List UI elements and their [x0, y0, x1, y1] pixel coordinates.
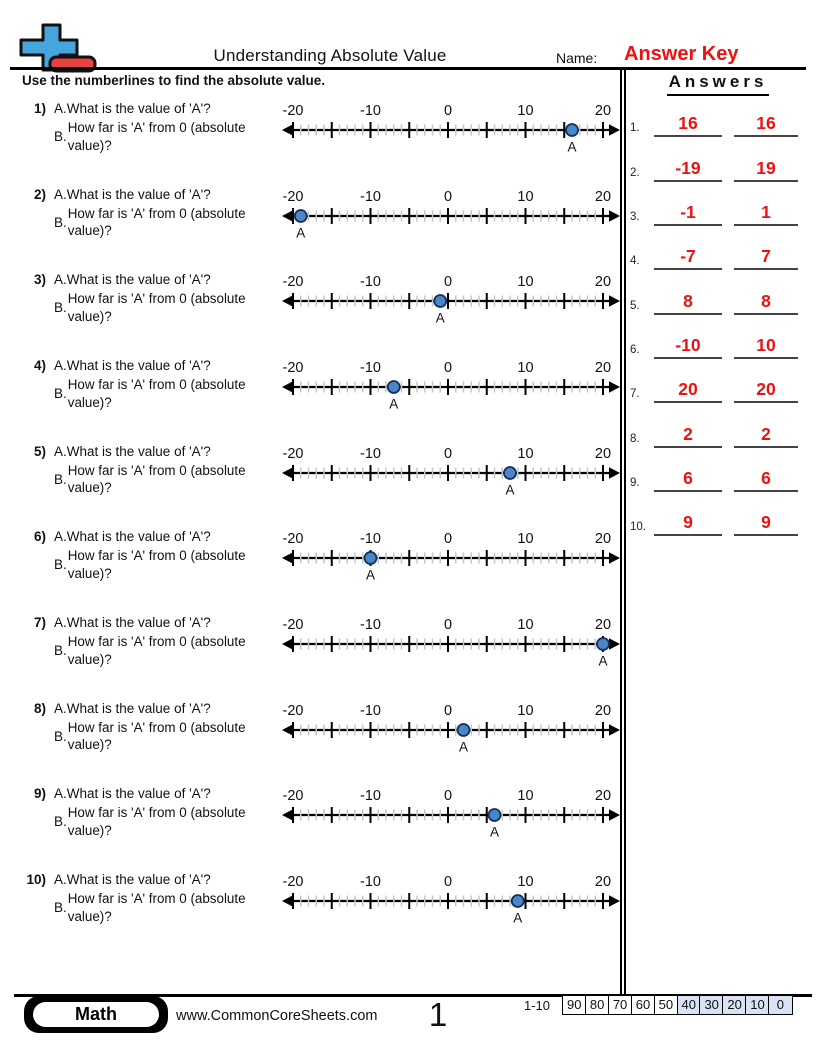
axis-tick-label: 0 [443, 702, 453, 719]
numberline-svg [281, 786, 621, 838]
question-part-b [54, 205, 276, 240]
answer-number: 6. [630, 344, 640, 357]
axis-tick-label: 0 [443, 188, 453, 205]
question-row [0, 96, 620, 182]
answer-number: 2. [630, 166, 640, 179]
part-b-label: B. [54, 386, 67, 402]
axis-tick-label: 0 [443, 788, 453, 805]
instructions-text: Use the numberlines to find the absolute value. [22, 73, 326, 88]
axis-tick-label: 10 [517, 360, 534, 377]
part-b-text: How far is 'A' from 0 (absolute value)? [67, 891, 246, 924]
numberline-svg [281, 529, 621, 581]
part-a-label: A. [54, 700, 67, 716]
question-number: 4) [33, 358, 46, 374]
part-a-label: A. [54, 186, 67, 202]
answer-row [630, 498, 808, 542]
answers-heading: Answers [628, 72, 808, 96]
numberline-svg [281, 444, 621, 496]
axis-tick-label: -20 [282, 788, 304, 805]
question-number: 10) [26, 872, 46, 888]
point-a-marker [458, 724, 470, 736]
point-a-label: A [567, 139, 577, 153]
answer-absolute-value-blank: 19 [734, 158, 798, 182]
part-b-label: B. [54, 214, 67, 230]
math-badge [24, 996, 168, 1033]
point-a-marker [512, 895, 524, 907]
right-arrow-icon [609, 467, 620, 479]
answer-absolute-value-blank: 1 [734, 202, 798, 226]
grade-cell: 0 [768, 995, 793, 1015]
axis-tick-label: -20 [282, 445, 304, 462]
answer-number: 5. [630, 299, 640, 312]
part-b-text: How far is 'A' from 0 (absolute value)? [67, 377, 246, 410]
question-number: 3) [33, 272, 46, 288]
axis-tick-label: -10 [360, 617, 381, 634]
left-arrow-icon [282, 381, 293, 393]
axis-tick-label: 10 [517, 702, 534, 719]
question-row [0, 867, 620, 953]
part-b-label: B. [54, 728, 67, 744]
part-b-text: How far is 'A' from 0 (absolute value)? [67, 462, 246, 496]
grade-cell: 40 [677, 995, 702, 1015]
point-a-marker [365, 552, 377, 564]
number-line [281, 358, 621, 410]
axis-tick-label: -20 [282, 617, 304, 634]
answer-absolute-value-blank: 8 [734, 291, 798, 315]
part-a-label: A. [54, 272, 67, 288]
axis-tick-label: 10 [517, 274, 534, 291]
question-number: 1) [33, 101, 46, 116]
answer-row [630, 143, 808, 187]
axis-tick-label: -10 [360, 445, 381, 462]
grade-cell: 90 [562, 995, 587, 1015]
numberline-svg [281, 187, 621, 239]
axis-tick-label: 0 [443, 274, 453, 291]
answer-absolute-value-blank: 20 [734, 379, 798, 403]
answer-row [630, 409, 808, 453]
part-a-label: A. [54, 358, 67, 374]
axis-tick-label: -10 [360, 274, 381, 291]
question-part-a [54, 615, 211, 630]
right-arrow-icon [609, 638, 620, 650]
question-part-b [54, 633, 276, 668]
point-a-label: A [598, 653, 608, 668]
left-arrow-icon [282, 895, 293, 907]
left-arrow-icon [282, 638, 293, 650]
question-number: 9) [33, 786, 46, 802]
right-arrow-icon [609, 724, 620, 736]
number-line [281, 701, 621, 753]
axis-tick-label: 10 [517, 617, 534, 634]
axis-tick-label: -20 [282, 874, 304, 891]
answer-row [630, 454, 808, 498]
part-b-label: B. [54, 471, 67, 487]
question-number: 2) [33, 186, 46, 202]
part-a-text: What is the value of 'A'? [66, 358, 211, 374]
point-a-marker [566, 124, 578, 136]
part-b-text: How far is 'A' from 0 (absolute value)? [67, 120, 246, 153]
answer-value-blank: -1 [654, 202, 722, 226]
question-part-b [54, 719, 276, 754]
axis-tick-label: 20 [594, 274, 612, 291]
axis-tick-label: 10 [517, 874, 534, 891]
point-a-label: A [296, 225, 306, 239]
answer-row [630, 232, 808, 276]
axis-tick-label: 20 [594, 103, 612, 119]
question-part-b [54, 119, 276, 154]
questions-list [0, 96, 620, 953]
axis-tick-label: 0 [443, 617, 453, 634]
point-a-marker [489, 809, 501, 821]
axis-tick-label: -20 [282, 531, 304, 548]
grade-cell: 50 [654, 995, 679, 1015]
axis-tick-label: -10 [360, 531, 381, 548]
part-b-text: How far is 'A' from 0 (absolute value)? [67, 205, 246, 239]
point-a-marker [434, 295, 446, 307]
point-a-label: A [435, 310, 445, 325]
axis-tick-label: 0 [443, 360, 453, 377]
left-arrow-icon [282, 553, 293, 565]
axis-tick-label: -10 [360, 702, 381, 719]
answer-key-text: Answer Key [624, 43, 739, 65]
left-arrow-icon [282, 296, 293, 308]
grade-cell: 80 [585, 995, 610, 1015]
question-part-a [54, 101, 211, 116]
numberline-svg [281, 358, 621, 410]
axis-tick-label: 0 [443, 531, 453, 548]
grade-cell: 70 [608, 995, 633, 1015]
part-a-label: A. [54, 872, 67, 888]
number-line [281, 272, 621, 324]
question-part-a [54, 444, 211, 459]
name-label: Name: [556, 50, 598, 66]
point-a-marker [388, 381, 400, 393]
page-title: Understanding Absolute Value [213, 46, 447, 65]
question-part-b [54, 890, 276, 925]
question-part-a [54, 272, 211, 287]
part-a-text: What is the value of 'A'? [66, 443, 211, 459]
question-number: 8) [33, 700, 46, 716]
answer-absolute-value-blank: 2 [734, 424, 798, 448]
part-a-text: What is the value of 'A'? [66, 786, 211, 802]
axis-tick-label: 20 [594, 788, 612, 805]
part-b-text: How far is 'A' from 0 (absolute value)? [67, 291, 246, 324]
part-a-label: A. [54, 786, 67, 802]
number-line [281, 529, 621, 581]
axis-tick-label: 20 [594, 617, 612, 634]
number-line [281, 101, 621, 153]
part-a-text: What is the value of 'A'? [66, 615, 211, 631]
part-b-label: B. [54, 643, 67, 659]
point-a-label: A [365, 567, 376, 582]
part-a-text: What is the value of 'A'? [66, 101, 211, 116]
part-b-text: How far is 'A' from 0 (absolute value)? [67, 719, 246, 753]
answer-absolute-value-blank: 16 [734, 113, 798, 137]
left-arrow-icon [282, 810, 293, 822]
axis-tick-label: 10 [517, 188, 534, 205]
part-a-text: What is the value of 'A'? [66, 272, 211, 288]
answer-value-blank: 20 [654, 379, 722, 403]
question-number: 5) [33, 443, 46, 459]
question-row [0, 781, 620, 867]
answer-absolute-value-blank: 9 [734, 512, 798, 536]
question-row [0, 696, 620, 782]
answer-row [630, 321, 808, 365]
axis-tick-label: -10 [360, 874, 381, 891]
part-a-text: What is the value of 'A'? [66, 186, 211, 202]
axis-tick-label: -20 [282, 360, 304, 377]
numberline-svg [281, 872, 621, 924]
part-a-text: What is the value of 'A'? [66, 529, 211, 545]
question-part-b [54, 547, 276, 582]
number-line [281, 444, 621, 496]
axis-tick-label: 20 [594, 702, 612, 719]
answer-value-blank: -10 [654, 335, 722, 359]
axis-tick-label: 0 [443, 445, 453, 462]
right-arrow-icon [609, 296, 620, 308]
right-arrow-icon [609, 810, 620, 822]
number-line [281, 786, 621, 838]
axis-tick-label: 20 [594, 188, 612, 205]
part-b-label: B. [54, 300, 67, 316]
point-a-label: A [389, 396, 399, 411]
left-arrow-icon [282, 724, 293, 736]
answer-number: 3. [630, 211, 640, 224]
part-a-text: What is the value of 'A'? [66, 872, 211, 888]
part-b-text: How far is 'A' from 0 (absolute value)? [67, 548, 246, 581]
axis-tick-label: -10 [360, 188, 381, 205]
question-number: 6) [33, 529, 46, 545]
axis-tick-label: -10 [360, 788, 381, 805]
axis-tick-label: 20 [594, 531, 612, 548]
part-a-label: A. [54, 101, 67, 116]
axis-tick-label: -20 [282, 103, 304, 119]
axis-tick-label: 10 [517, 103, 534, 119]
answer-value-blank: 2 [654, 424, 722, 448]
question-row [0, 353, 620, 439]
right-arrow-icon [609, 895, 620, 907]
number-line [281, 187, 621, 239]
question-part-a [54, 872, 211, 887]
right-arrow-icon [609, 553, 620, 565]
point-a-marker [597, 638, 609, 650]
answer-absolute-value-blank: 10 [734, 335, 798, 359]
question-number: 7) [33, 615, 46, 631]
answer-value-blank: 16 [654, 113, 722, 137]
point-a-label: A [458, 739, 469, 753]
question-row [0, 610, 620, 696]
part-a-label: A. [54, 615, 67, 631]
right-arrow-icon [609, 381, 620, 393]
answer-row [630, 276, 808, 320]
question-part-b [54, 290, 276, 325]
answers-list [630, 99, 808, 542]
part-b-text: How far is 'A' from 0 (absolute value)? [67, 805, 246, 838]
website-url: www.CommonCoreSheets.com [176, 1008, 378, 1024]
answer-number: 1. [630, 122, 640, 135]
point-a-label: A [489, 824, 500, 839]
answer-number: 9. [630, 477, 640, 490]
page-number: 1 [428, 996, 448, 1033]
grade-cell: 10 [745, 995, 770, 1015]
point-a-label: A [505, 482, 515, 496]
part-b-text: How far is 'A' from 0 (absolute value)? [67, 634, 246, 667]
point-a-marker [504, 467, 516, 479]
math-badge-label: Math [33, 1002, 159, 1027]
axis-tick-label: 20 [594, 445, 612, 462]
answer-number: 4. [630, 255, 640, 268]
grade-strip [562, 995, 793, 1015]
axis-tick-label: 10 [517, 788, 534, 805]
answer-number: 8. [630, 432, 640, 445]
part-b-label: B. [54, 129, 67, 144]
answer-value-blank: -7 [654, 246, 722, 270]
grade-cell: 20 [722, 995, 747, 1015]
numberline-svg [281, 272, 621, 324]
question-part-a [54, 529, 211, 544]
question-part-a [54, 187, 211, 202]
part-b-label: B. [54, 814, 67, 830]
axis-tick-label: -20 [282, 188, 304, 205]
answer-row [630, 188, 808, 232]
question-part-a [54, 786, 211, 801]
number-line [281, 872, 621, 924]
question-row [0, 267, 620, 353]
answer-value-blank: 8 [654, 291, 722, 315]
part-b-label: B. [54, 557, 67, 573]
right-arrow-icon [609, 124, 620, 136]
question-part-b [54, 462, 276, 497]
axis-tick-label: 0 [443, 874, 453, 891]
numberline-svg [281, 101, 621, 153]
axis-tick-label: -10 [360, 103, 381, 119]
score-range-label: 1-10 [524, 998, 551, 1013]
point-a-marker [295, 210, 307, 222]
question-row [0, 439, 620, 525]
part-a-label: A. [54, 529, 67, 545]
axis-tick-label: 10 [517, 445, 534, 462]
answer-value-blank: -19 [654, 158, 722, 182]
question-part-a [54, 358, 211, 373]
grade-cell: 60 [631, 995, 656, 1015]
left-arrow-icon [282, 210, 293, 222]
answer-row [630, 99, 808, 143]
header-divider [10, 67, 806, 70]
answer-value-blank: 9 [654, 512, 722, 536]
axis-tick-label: -10 [360, 360, 381, 377]
number-line [281, 615, 621, 667]
axis-tick-label: -20 [282, 274, 304, 291]
axis-tick-label: 20 [594, 874, 612, 891]
left-arrow-icon [282, 467, 293, 479]
answer-row [630, 365, 808, 409]
answer-number: 7. [630, 388, 640, 401]
right-arrow-icon [609, 210, 620, 222]
question-row [0, 182, 620, 268]
part-a-text: What is the value of 'A'? [66, 700, 211, 716]
answer-value-blank: 6 [654, 468, 722, 492]
question-part-b [54, 376, 276, 411]
question-part-a [54, 701, 211, 716]
grade-cell: 30 [699, 995, 724, 1015]
part-b-label: B. [54, 900, 67, 916]
axis-tick-label: -20 [282, 702, 304, 719]
answer-absolute-value-blank: 6 [734, 468, 798, 492]
axis-tick-label: 20 [594, 360, 612, 377]
axis-tick-label: 0 [443, 103, 453, 119]
numberline-svg [281, 701, 621, 753]
answer-number: 10. [630, 521, 646, 534]
numberline-svg [281, 615, 621, 667]
question-part-b [54, 804, 276, 839]
question-row [0, 524, 620, 610]
axis-tick-label: 10 [517, 531, 534, 548]
point-a-label: A [513, 910, 523, 925]
answer-absolute-value-blank: 7 [734, 246, 798, 270]
left-arrow-icon [282, 124, 293, 136]
part-a-label: A. [54, 443, 67, 459]
